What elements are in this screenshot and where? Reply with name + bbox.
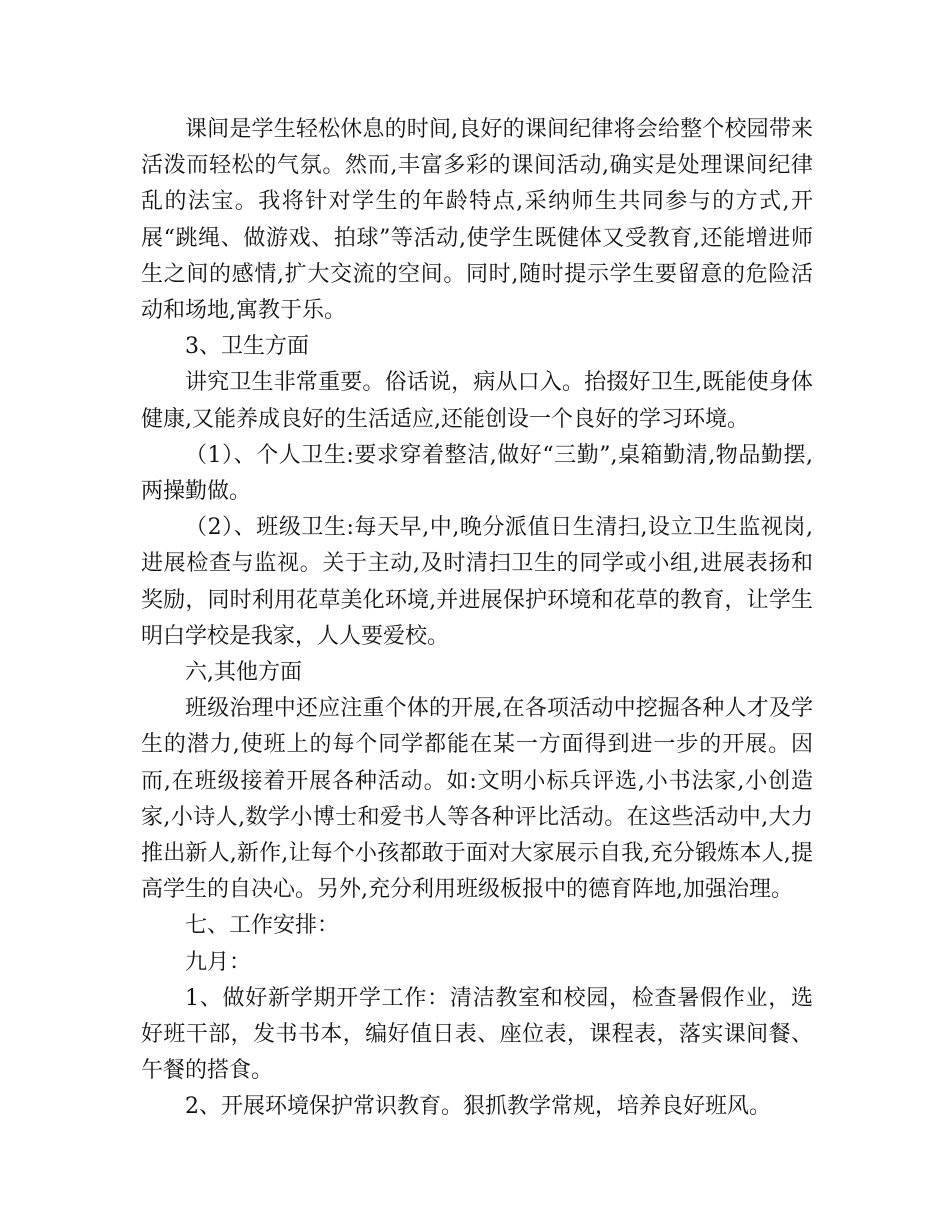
document-body (141, 112, 813, 1126)
paragraph-hygiene-intro: 讲究卫生非常重要。俗话说，病从口入。抬掇好卫生,既能使身体健康,又能养成良好的生活适应,还能创设一个良好的学习环境。 (141, 370, 813, 432)
paragraph-personal-hygiene: （1）、个人卫生:要求穿着整洁,做好“三勤”,桌箱勤清,物品勤摆,两操勤做。 (141, 442, 813, 505)
month-label-september: 九月： (185, 949, 252, 975)
section-heading-other: 六,其他方面 (185, 660, 302, 686)
paragraph-other-content: 班级治理中还应注重个体的开展,在各项活动中挖掘各种人才及学生的潜力,使班上的每个同学都能在某一方面得到进一步的开展。因而,在班级接着开展各种活动。如:文明小标兵评选,小书法家,小创造家,小诗人,数学小博士和爱书人等各种评比活动。在这些活动中,大力推出新人,新作,让每个小孩都敢于面对大家展示自我,充分锻炼本人,提高学生的自决心。另外,充分利用班级板报中的德育阵地,加强治理。 (141, 696, 813, 903)
section-heading-hygiene: 3、卫生方面 (185, 334, 309, 360)
paragraph-class-hygiene: （2）、班级卫生:每天早,中,晚分派值日生清扫,设立卫生监视岗,进展检查与监视。关于主动,及时清扫卫生的同学或小组,进展表扬和奖励，同时利用花草美化环境,并进展保护环境和花草的教育，让学生明白学校是我家，人人要爱校。 (141, 515, 813, 649)
list-item-september-2: 2、开展环境保护常识教育。狠抓教学常规，培养良好班风。 (185, 1094, 771, 1120)
section-heading-schedule: 七、工作安排： (185, 913, 340, 939)
list-item-september-1: 1、做好新学期开学工作：清洁教室和校园，检查暑假作业，选好班干部，发书书本，编好值日表、座位表，课程表，落实课间餐、午餐的搭食。 (141, 985, 813, 1084)
paragraph-recess-discipline: 课间是学生轻松休息的时间,良好的课间纪律将会给整个校园带来活泼而轻松的气氛。然而,丰富多彩的课间活动,确实是处理课间纪律乱的法宝。我将针对学生的年龄特点,采纳师生共同参与的方式,开展“跳绳、做游戏、拍球”等活动,使学生既健体又受教育,还能增进师生之间的感情,扩大交流的空间。同时,随时提示学生要留意的危险活动和场地,寓教于乐。 (141, 117, 813, 324)
